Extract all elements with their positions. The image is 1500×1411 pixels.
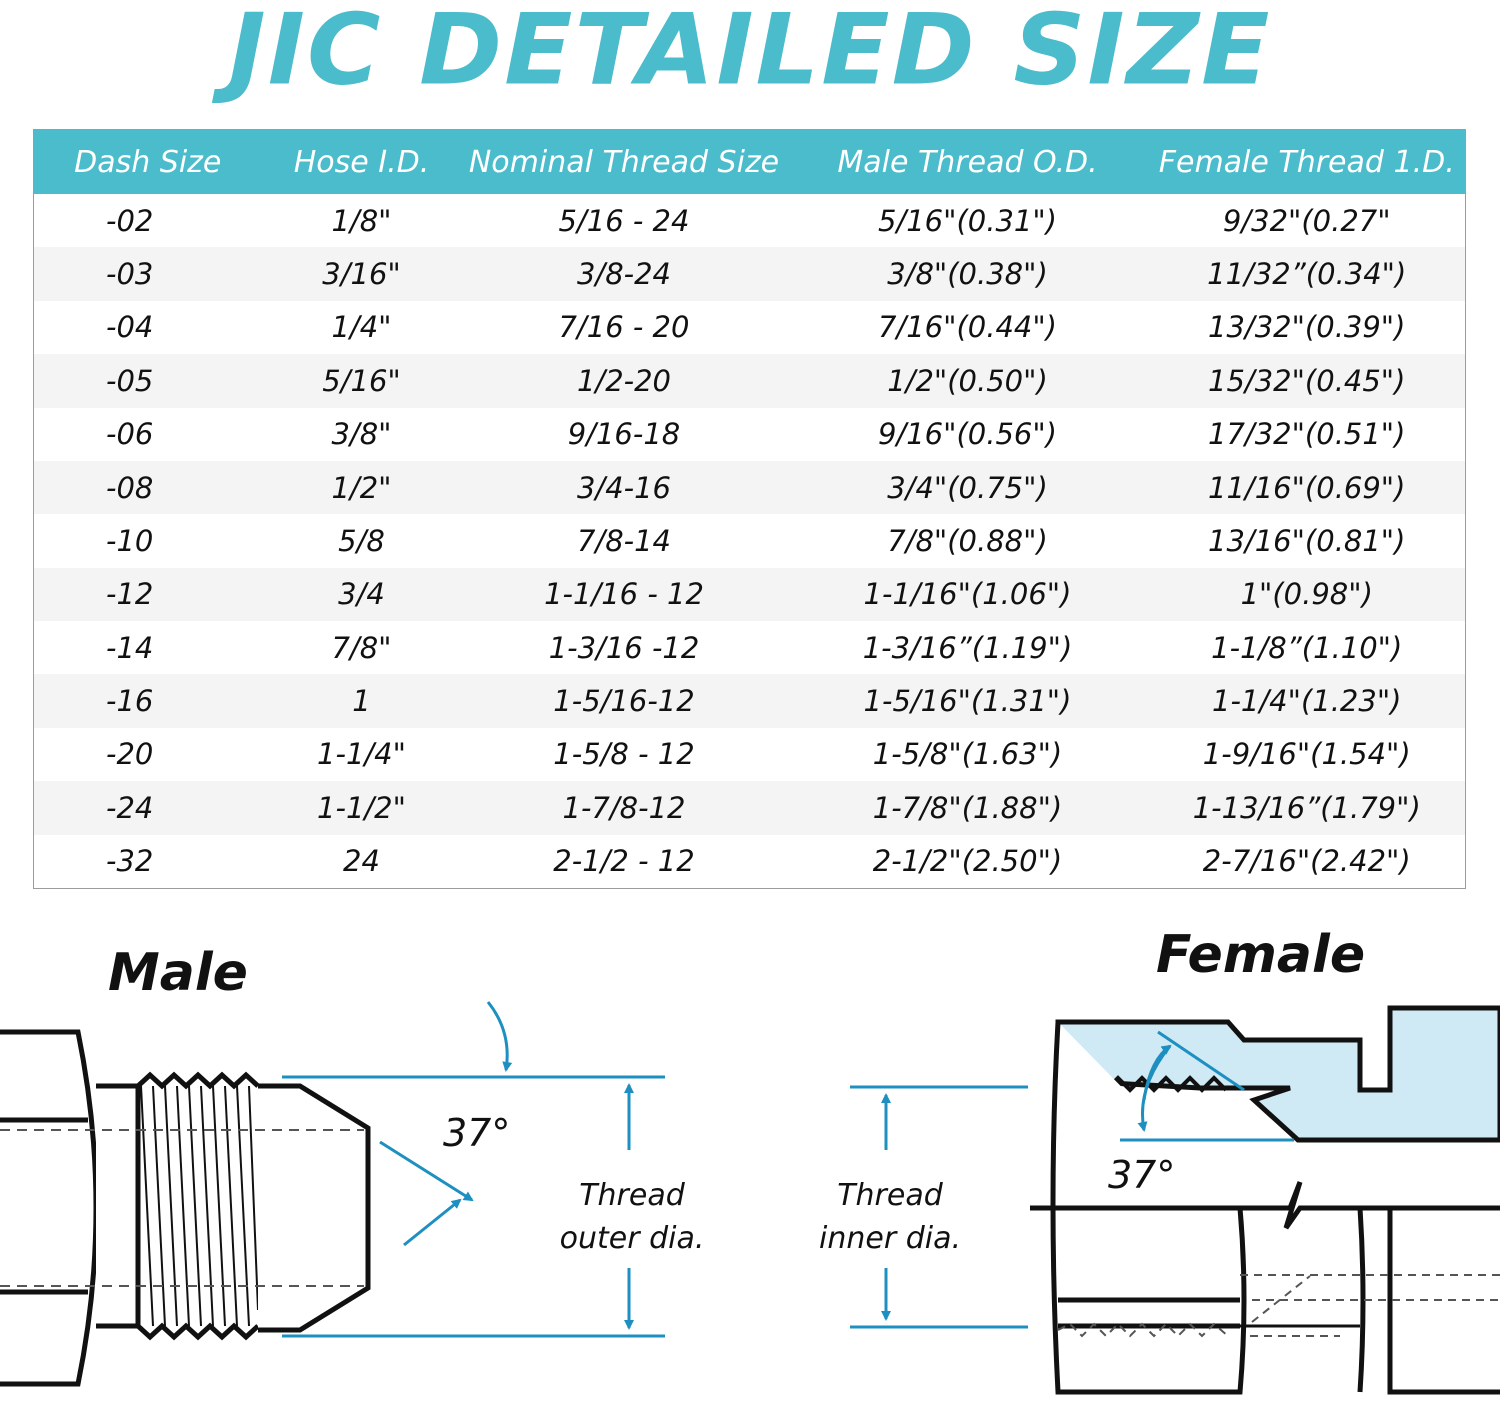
- table-cell: 9/16-18: [567, 417, 681, 452]
- table-row: [34, 568, 1466, 621]
- table-cell: 1/2": [262, 461, 462, 514]
- table-cell: 7/8"(0.88"): [887, 523, 1048, 558]
- table-cell: 7/16 - 20: [558, 310, 690, 345]
- table-cell: 3/4-16: [462, 461, 787, 514]
- table-cell: 1"(0.98"): [1149, 568, 1466, 621]
- table-cell: 5/16": [262, 354, 462, 407]
- table-cell: 5/8: [338, 523, 385, 558]
- table-cell: 1-1/16 - 12: [462, 568, 787, 621]
- table-cell: 1-1/16"(1.06"): [787, 568, 1149, 621]
- table-cell: -04: [106, 310, 154, 345]
- male-thread-label-line2: outer dia.: [559, 1221, 705, 1256]
- table-cell: 2-1/2"(2.50"): [872, 844, 1063, 879]
- table-row: [34, 781, 1466, 834]
- table-cell: -10: [106, 523, 154, 558]
- table-row: [34, 514, 1466, 567]
- female-thread-label-line1: Thread: [837, 1178, 943, 1213]
- table-cell: 3/4: [262, 568, 462, 621]
- table-cell: -05: [34, 354, 262, 407]
- table-cell: 1: [262, 674, 462, 727]
- table-cell: 3/16": [262, 247, 462, 300]
- female-fitting: [819, 925, 1500, 1392]
- table-cell: 1/4": [331, 310, 392, 345]
- table-cell: 3/4"(0.75"): [787, 461, 1149, 514]
- male-angle-label: 37°: [443, 1111, 511, 1155]
- table-cell: 1-7/8"(1.88"): [787, 781, 1149, 834]
- table-row: [34, 674, 1466, 727]
- table-cell: -02: [106, 203, 154, 238]
- table-row: [34, 461, 1466, 514]
- table-cell: -12: [34, 568, 262, 621]
- column-header-male-thread-od: Male Thread O.D.: [787, 130, 1149, 195]
- table-cell: 9/16"(0.56"): [878, 417, 1057, 452]
- column-header-nominal-thread-size: Nominal Thread Size: [462, 130, 787, 195]
- female-angle-label: 37°: [1108, 1153, 1176, 1197]
- female-label: Female: [1156, 925, 1366, 985]
- table-cell: 1/2-20: [462, 354, 787, 407]
- table-cell: 11/16"(0.69"): [1149, 461, 1466, 514]
- table-cell: 3/8"(0.38"): [787, 247, 1149, 300]
- table-cell: -08: [34, 461, 262, 514]
- male-fitting: [0, 943, 704, 1384]
- table-body: [34, 194, 1466, 889]
- table-cell: 24: [343, 844, 380, 879]
- table-row: [34, 354, 1466, 407]
- fitting-diagram: [0, 900, 1500, 1411]
- table-cell: 1-7/8-12: [462, 781, 787, 834]
- table-cell: 3/8-24: [462, 247, 787, 300]
- table-cell: 1-1/8”(1.10"): [1211, 630, 1403, 665]
- male-thread-shank: [96, 1075, 368, 1337]
- table-cell: 1-9/16"(1.54"): [1202, 737, 1411, 772]
- table-row: [34, 835, 1466, 889]
- column-header-female-thread-id: Female Thread 1.D.: [1149, 130, 1466, 195]
- column-header-hose-id: Hose I.D.: [262, 130, 462, 195]
- table-row: [34, 728, 1466, 781]
- table-cell: 1-1/4": [317, 737, 406, 772]
- female-thread-label-line2: inner dia.: [819, 1221, 961, 1256]
- table-cell: 13/16"(0.81"): [1208, 523, 1406, 558]
- table-cell: 3/8": [331, 417, 392, 452]
- page-title: JIC DETAILED SIZE: [228, 0, 1272, 107]
- table-cell: 7/8-14: [576, 523, 672, 558]
- table-row: [34, 301, 1466, 354]
- table-cell: 1-5/16"(1.31"): [787, 674, 1149, 727]
- table-cell: 7/8": [331, 630, 392, 665]
- table-cell: 5/16"(0.31"): [878, 203, 1057, 238]
- table-row: [34, 408, 1466, 461]
- table-cell: 17/32"(0.51"): [1208, 417, 1406, 452]
- table-cell: -16: [34, 674, 262, 727]
- table-cell: 11/32”(0.34"): [1149, 247, 1466, 300]
- table-cell: 2-1/2 - 12: [553, 844, 695, 879]
- table-header-row: [34, 130, 1466, 195]
- table-cell: 1/8": [331, 203, 392, 238]
- male-thread-label-line1: Thread: [579, 1178, 685, 1213]
- table-cell: 7/16"(0.44"): [878, 310, 1057, 345]
- table-cell: -32: [106, 844, 154, 879]
- jic-size-table: [33, 129, 1466, 889]
- table-cell: -14: [106, 630, 154, 665]
- table-cell: 1-3/16 -12: [548, 630, 700, 665]
- table-cell: 13/32"(0.39"): [1208, 310, 1406, 345]
- table-cell: 2-7/16"(2.42"): [1202, 844, 1411, 879]
- table-cell: 1-1/2": [262, 781, 462, 834]
- table-row: [34, 247, 1466, 300]
- table-cell: 1/2"(0.50"): [787, 354, 1149, 407]
- male-hex-body: [0, 1032, 96, 1384]
- table-cell: -03: [34, 247, 262, 300]
- table-cell: 1-13/16”(1.79"): [1149, 781, 1466, 834]
- table-cell: -24: [34, 781, 262, 834]
- table-row: [34, 621, 1466, 674]
- table-cell: -20: [106, 737, 154, 772]
- table-cell: 1-1/4"(1.23"): [1149, 674, 1466, 727]
- table-cell: 9/32"(0.27": [1222, 203, 1391, 238]
- column-header-dash-size: Dash Size: [34, 130, 262, 195]
- table-cell: 15/32"(0.45"): [1149, 354, 1466, 407]
- table-cell: 1-5/16-12: [462, 674, 787, 727]
- table-cell: 1-5/8 - 12: [553, 737, 695, 772]
- table-row: [34, 194, 1466, 247]
- table-cell: 1-3/16”(1.19"): [862, 630, 1073, 665]
- table-cell: 5/16 - 24: [558, 203, 690, 238]
- table-cell: -06: [106, 417, 154, 452]
- table-cell: 1-5/8"(1.63"): [872, 737, 1063, 772]
- male-label: Male: [108, 943, 248, 1003]
